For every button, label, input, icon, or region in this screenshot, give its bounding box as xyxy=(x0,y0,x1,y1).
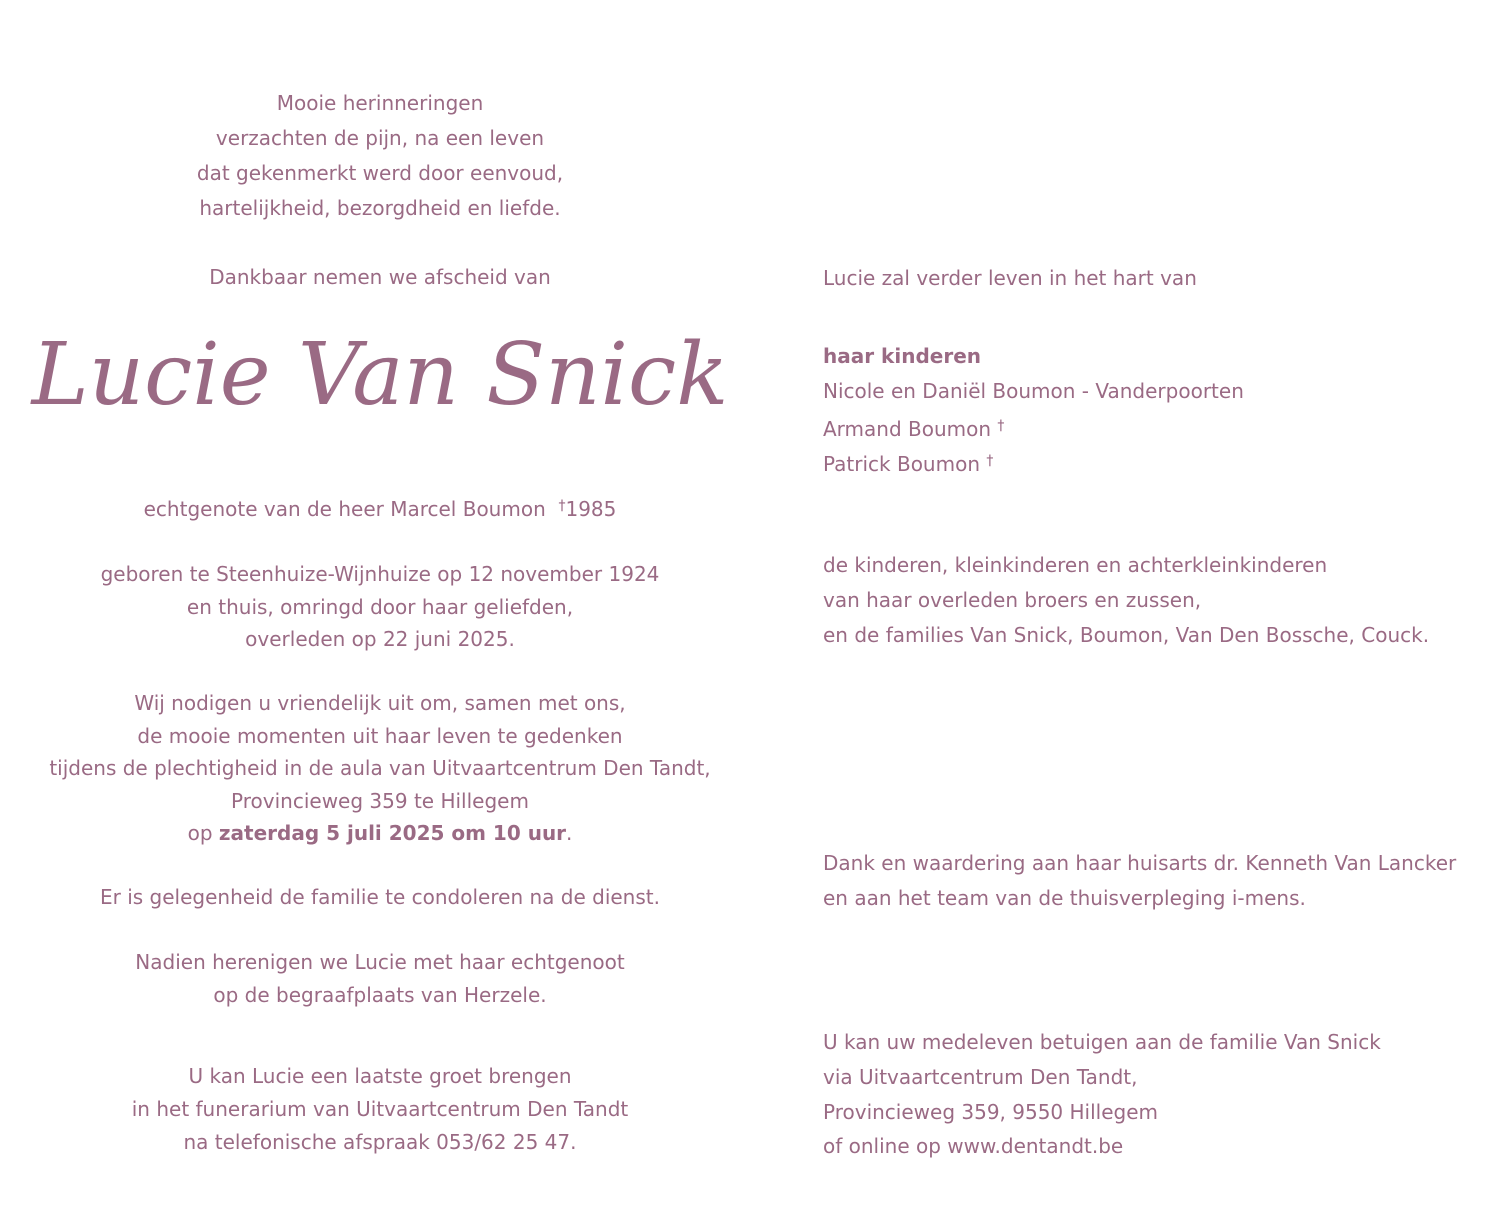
visit-line: U kan Lucie een laatste groet brengen xyxy=(188,1064,572,1088)
visit-line: na telefonische afspraak 053/62 25 47. xyxy=(183,1130,577,1154)
spouse-text: echtgenote van de heer Marcel Boumon xyxy=(143,497,546,521)
contact-line: of online op www.dentandt.be xyxy=(823,1134,1124,1158)
cross-symbol: † xyxy=(997,418,1005,434)
child-name: Armand Boumon xyxy=(823,417,992,441)
thanks-line: Dank en waardering aan haar huisarts dr. Kenneth Van Lancker xyxy=(823,851,1457,875)
contact-line: Provincieweg 359, 9550 Hillegem xyxy=(823,1100,1159,1124)
spouse-year: 1985 xyxy=(565,497,617,521)
ceremony-date xyxy=(0,820,760,846)
child-line xyxy=(823,448,993,477)
date-suffix: . xyxy=(566,821,573,845)
relatives-line: en de families Van Snick, Boumon, Van Den Bossche, Couck. xyxy=(823,623,1430,647)
relatives-line: van haar overleden broers en zussen, xyxy=(823,588,1202,612)
cross-symbol: † xyxy=(558,498,566,514)
spouse-line xyxy=(0,493,760,522)
poem-line: hartelijkheid, bezorgdheid en liefde. xyxy=(199,196,561,220)
deceased-name: Lucie Van Snick xyxy=(31,325,729,425)
right-intro: Lucie zal verder leven in het hart van xyxy=(823,266,1197,290)
thanks-line: en aan het team van de thuisverpleging i-mens. xyxy=(823,886,1306,910)
invite-line: tijdens de plechtigheid in de aula van Uitvaartcentrum Den Tandt, xyxy=(49,756,711,780)
child-name: Patrick Boumon xyxy=(823,452,981,476)
poem-line: dat gekenmerkt werd door eenvoud, xyxy=(196,161,564,185)
child-line xyxy=(823,413,1004,442)
condolence-line: Er is gelegenheid de familie te condoleren na de dienst. xyxy=(100,885,660,909)
visit-line: in het funerarium van Uitvaartcentrum Den Tandt xyxy=(131,1097,629,1121)
child-line: Nicole en Daniël Boumon - Vanderpoorten xyxy=(823,379,1244,403)
children-heading xyxy=(823,343,981,369)
invite-line: Wij nodigen u vriendelijk uit om, samen met ons, xyxy=(134,691,626,715)
burial-line: Nadien herenigen we Lucie met haar echtgenoot xyxy=(135,950,625,974)
contact-line: U kan uw medeleven betuigen aan de familie Van Snick xyxy=(823,1030,1381,1054)
relatives-line: de kinderen, kleinkinderen en achterkleinkinderen xyxy=(823,553,1328,577)
cross-symbol: † xyxy=(986,453,994,469)
date-bold: zaterdag 5 juli 2025 om 10 uur xyxy=(218,821,567,845)
invite-line: Provincieweg 359 te Hillegem xyxy=(231,789,529,813)
burial-line: op de begraafplaats van Herzele. xyxy=(213,983,547,1007)
birth-line: en thuis, omringd door haar geliefden, xyxy=(186,595,574,619)
date-prefix: op xyxy=(187,821,219,845)
birth-line: geboren te Steenhuize-Wijnhuize op 12 november 1924 xyxy=(100,562,660,586)
farewell-intro: Dankbaar nemen we afscheid van xyxy=(209,265,551,289)
invite-line: de mooie momenten uit haar leven te gedenken xyxy=(137,724,623,748)
poem-line: Mooie herinneringen xyxy=(276,91,484,115)
birth-line: overleden op 22 juni 2025. xyxy=(245,627,515,651)
poem-line: verzachten de pijn, na een leven xyxy=(215,126,545,150)
contact-line: via Uitvaartcentrum Den Tandt, xyxy=(823,1065,1138,1089)
children-heading-text: haar kinderen xyxy=(823,344,981,368)
